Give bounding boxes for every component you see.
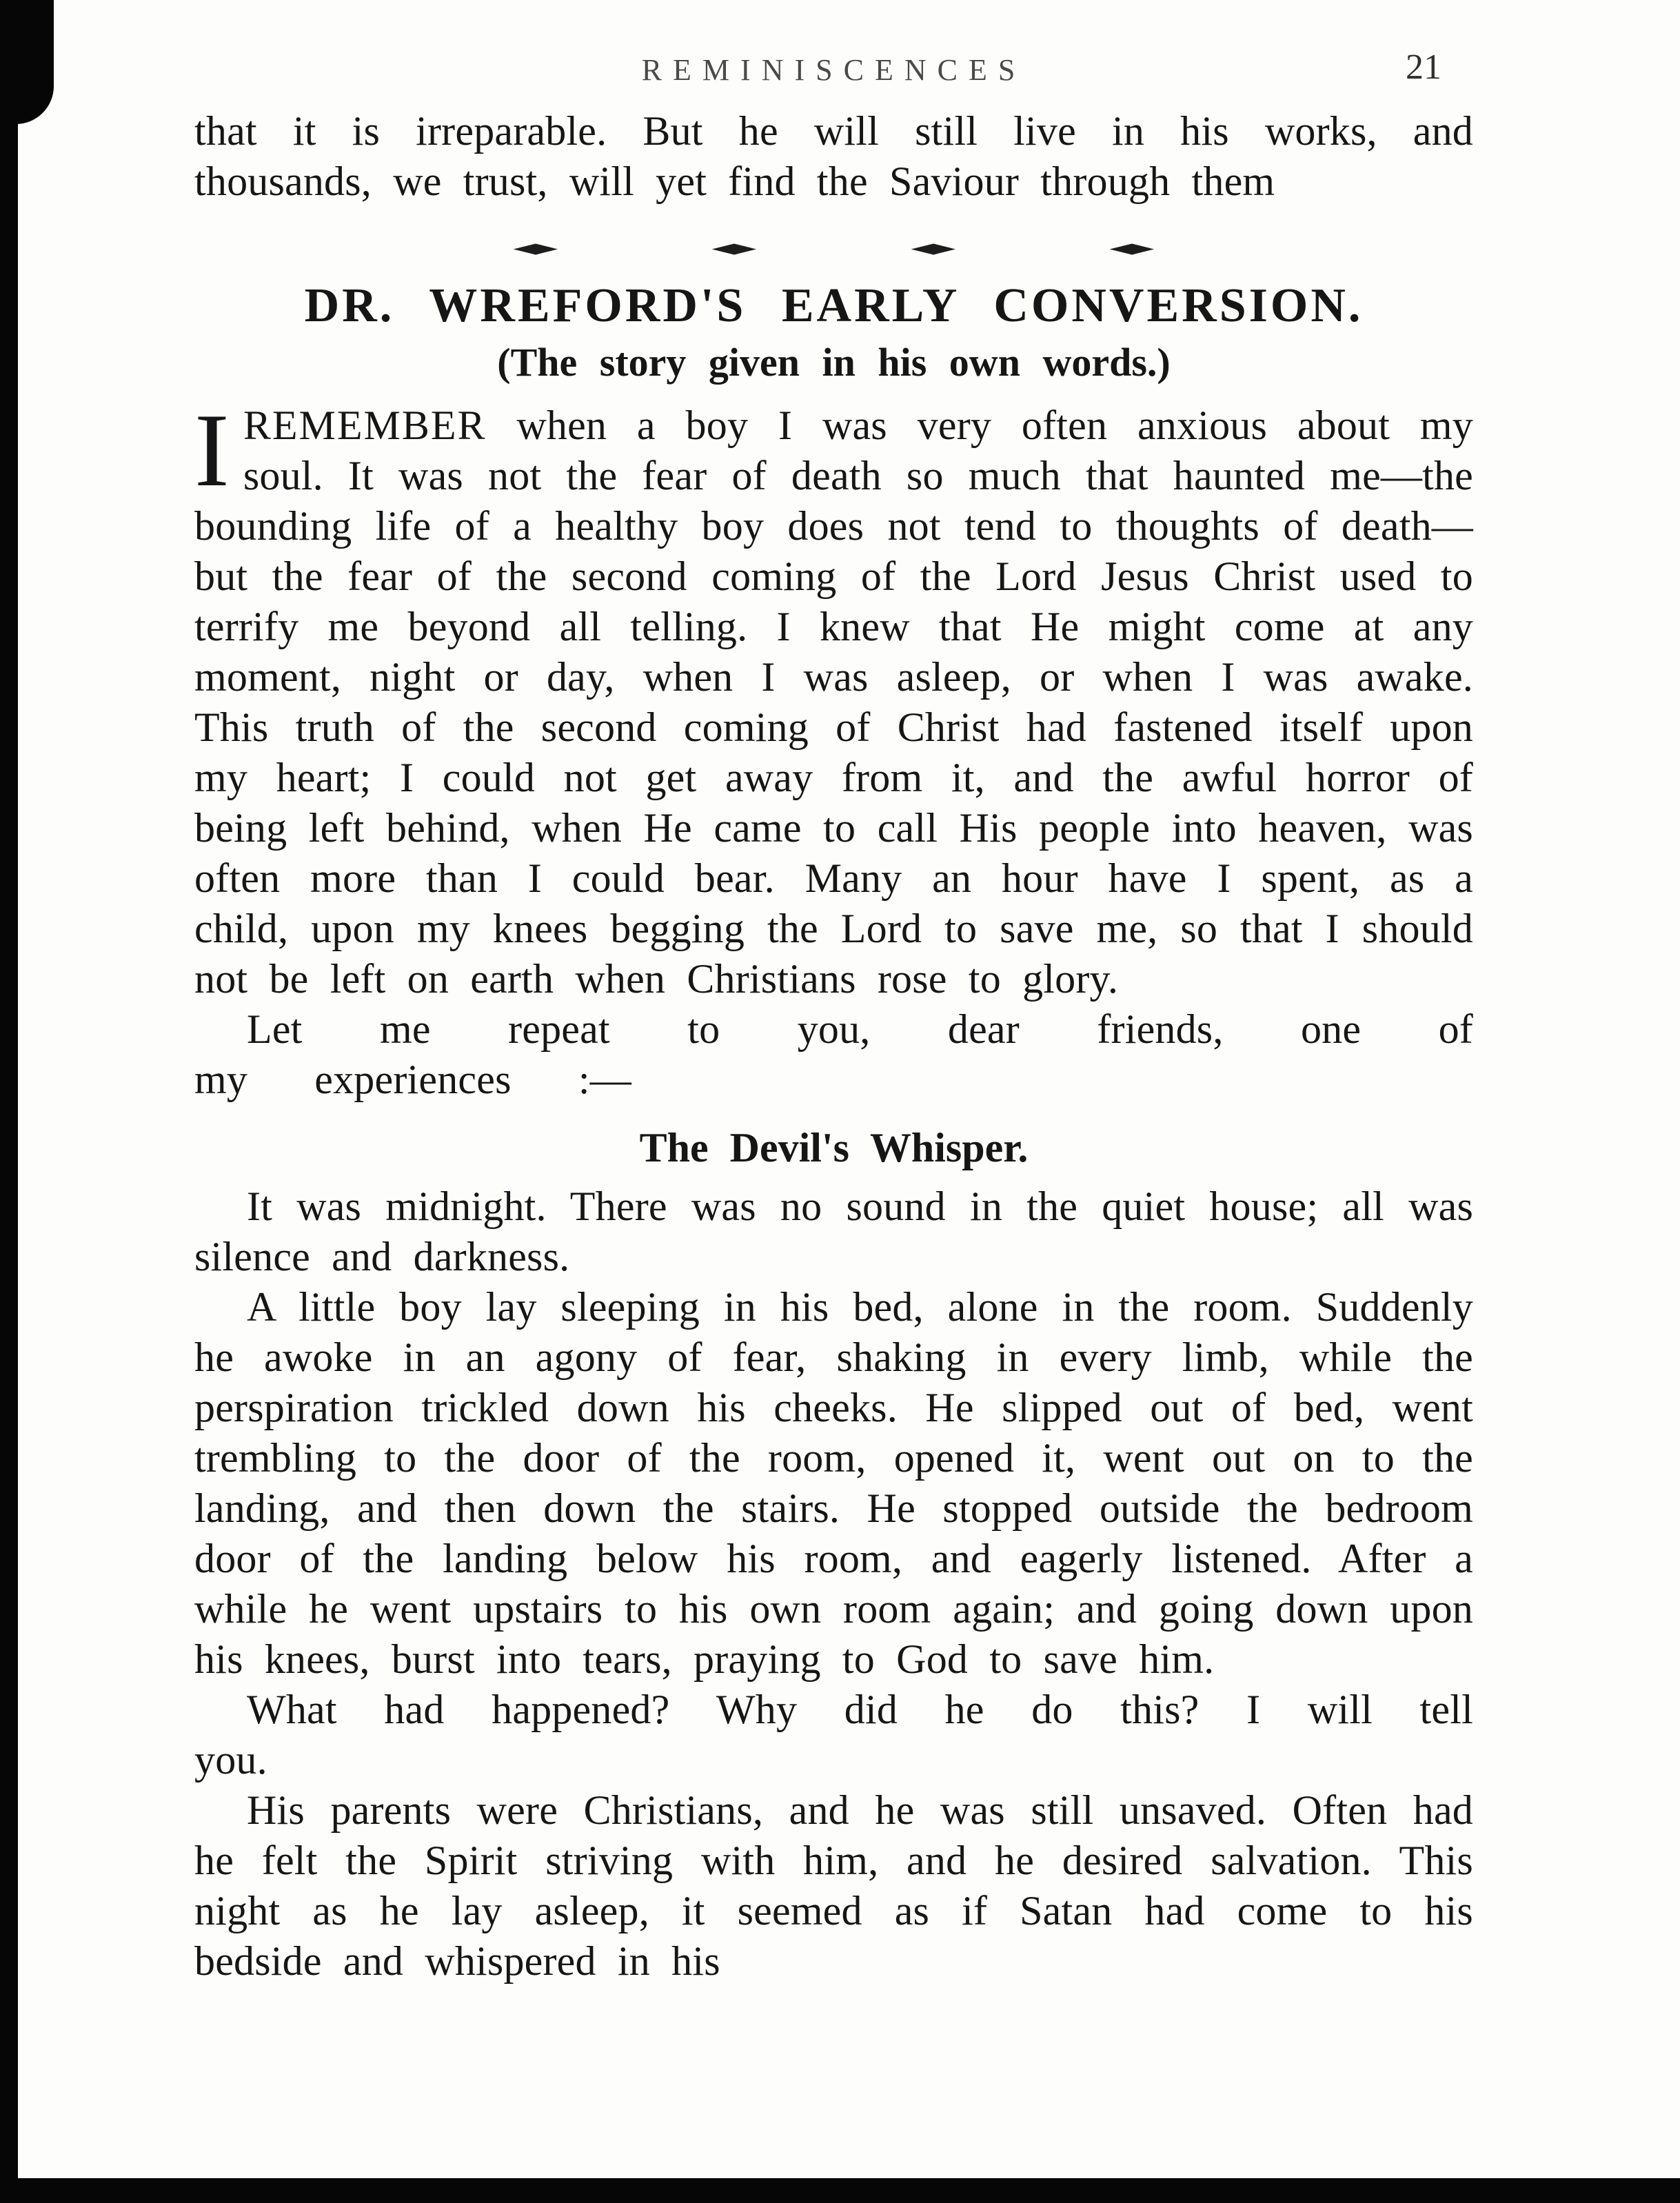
page-number: 21 <box>1406 48 1441 87</box>
drop-cap: I <box>194 392 230 508</box>
page-header <box>194 40 1473 103</box>
paragraph-continuation: that it is irreparable. But he will still live in his works, and thousands, we trust, will yet find the Saviour through them <box>194 108 1473 204</box>
paragraph: His parents were Christians, and he was still unsaved. Often had he felt the Spirit striving with him, and he desired salvation. This night as he lay asleep, it seemed as if Satan had come to his bedside and whispered in his <box>194 1787 1473 1984</box>
article-subtitle: (The story given in his own words.) <box>497 340 1171 385</box>
running-head: REMINISCENCES <box>641 53 1026 87</box>
paragraph: It was midnight. There was no sound in the quiet house; all was silence and darkness. <box>194 1184 1473 1279</box>
opening-lead-word: REMEMBER <box>243 403 487 448</box>
paragraph-opening <box>194 392 1473 1004</box>
scan-edge-left <box>0 0 18 2203</box>
article-title: DR. WREFORD'S EARLY CONVERSION. <box>304 279 1364 332</box>
scan-edge-bottom <box>0 2178 1680 2203</box>
fleuron-ornament-icon: ◆ <box>513 240 558 256</box>
fleuron-ornament-icon: ◆ <box>711 240 758 256</box>
ornament-row <box>194 230 1473 266</box>
section-heading: The Devil's Whisper. <box>639 1125 1029 1170</box>
paragraph: A little boy lay sleeping in his bed, alone in the room. Suddenly he awoke in an agony of fear, shaking in every limb, while the perspiration trickled down his cheeks. He slipped out of bed, went trembling to the door of the room, opened it, went out on to the landing, and then down the stairs. He stopped outside the bedroom door of the landing below his room, and eagerly listened. After a while he went upstairs to his own room again; and going down upon his knees, burst into tears, praying to God to save him. <box>194 1284 1473 1682</box>
scan-edge-top-left-blob <box>0 0 54 124</box>
paragraph-repeat-intro: Let me repeat to you, dear friends, one of my experiences :— <box>194 1006 1473 1102</box>
fleuron-ornament-icon: ◆ <box>910 240 956 256</box>
fleuron-ornament-icon: ◆ <box>1109 240 1155 256</box>
opening-text: when a boy I was very often anxious about my soul. It was not the fear of death so much that haunted me—the bounding life of a healthy boy does not tend to thoughts of death—but the fear of the second coming of the Lord Jesus Christ used to terrify me beyond all telling. I knew that He might come at any moment, night or day, when I was asleep, or when I was awake. This truth of the second coming of Christ had fastened itself upon my heart; I could not get away from it, and the awful horror of being left behind, when He came to call His people into heaven, was often more than I could bear. Many an hour have I spent, as a child, upon my knees begging the Lord to save me, so that I should not be left on earth when Christians rose to glory. <box>194 403 1473 1002</box>
paragraph: What had happened? Why did he do this? I will tell you. <box>194 1687 1473 1783</box>
